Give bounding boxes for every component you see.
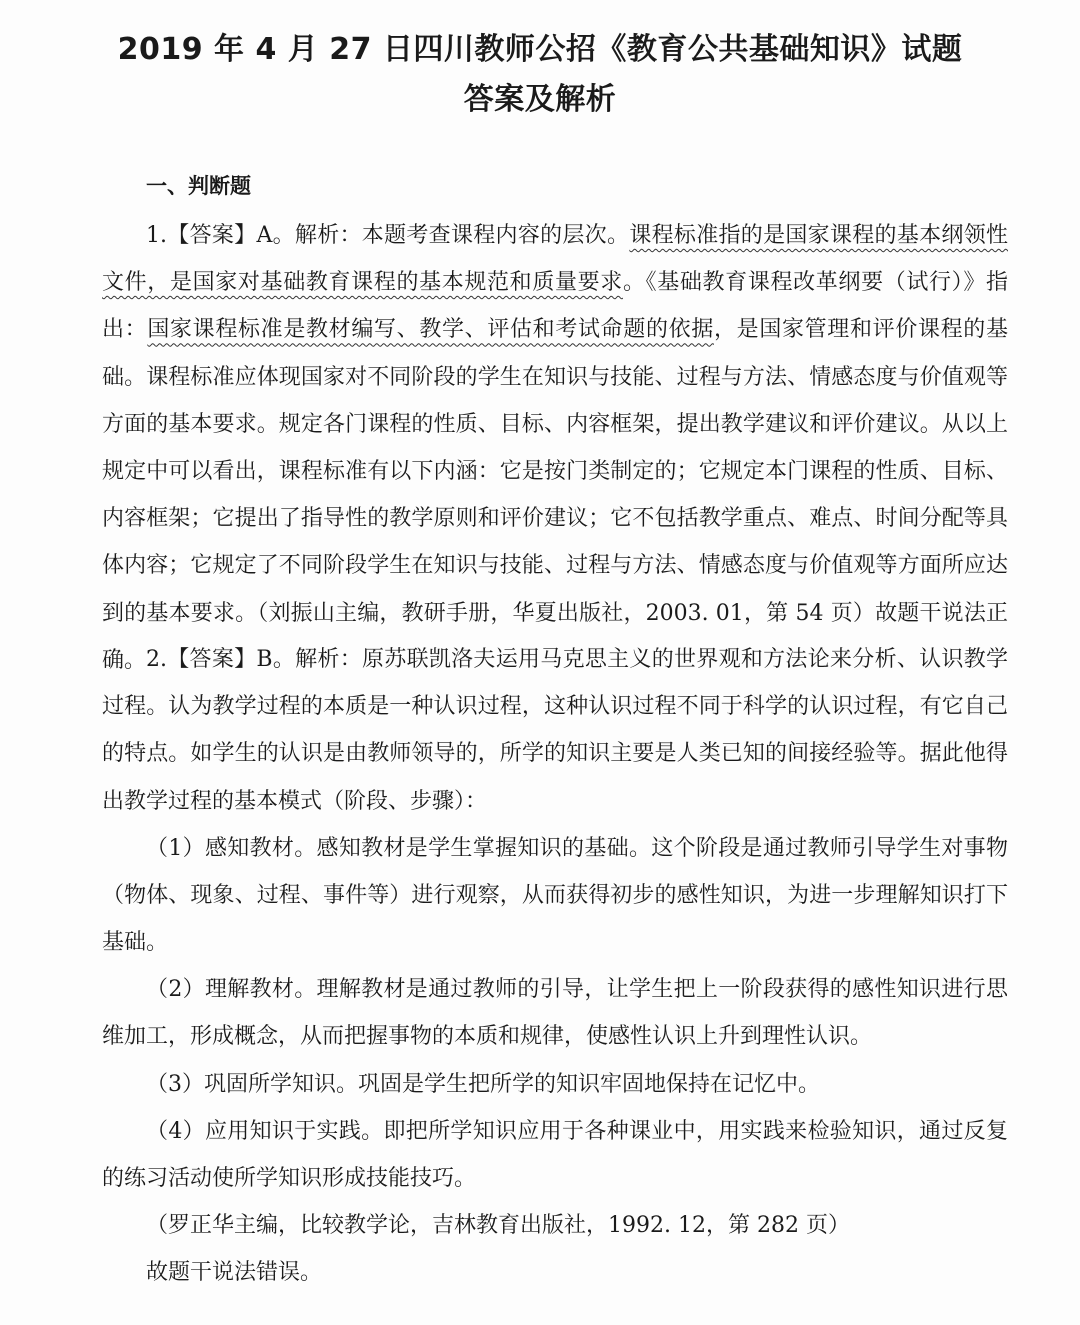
answer-2-step-1: （1）感知教材。感知教材是学生掌握知识的基础。这个阶段是通过教师引导学生对事物（物体、现象、过程、事件等）进行观察，从而获得初步的感性知识，为进一步理解知识打下基础。 bbox=[102, 836, 1008, 956]
answer-2-conclusion: 故题干说法错误。 bbox=[146, 1260, 323, 1285]
answer-1-lead: 1.【答案】A。解析：本题考查课程内容的层次。 bbox=[146, 223, 630, 248]
answer-2-step-3: （3）巩固所学知识。巩固是学生把所学的知识牢固地保持在记忆中。 bbox=[146, 1072, 820, 1097]
answer-2-step-4: （4）应用知识于实践。即把所学知识应用于各种课业中，用实践来检验知识，通过反复的练习活动使所学知识形成技能技巧。 bbox=[102, 1119, 1008, 1192]
answer-2-step-2: （2）理解教材。理解教材是通过教师的引导，让学生把上一阶段获得的感性知识进行思维加工，形成概念，从而把握事物的本质和规律，使感性认识上升到理性认识。 bbox=[102, 977, 1008, 1050]
answer-1-underlined-definition: 课程标准指的是国家课程的基本纲领性文件，是国家对基础教育课程的基本规范和质量要求 bbox=[102, 223, 1008, 296]
section-heading: 一、判断题 bbox=[146, 174, 251, 198]
answer-2-intro: 2.【答案】B。解析：原苏联凯洛夫运用马克思主义的世界观和方法论来分析、认识教学过程。认为教学过程的本质是一种认识过程，这种认识过程不同于科学的认识过程，有它自己的特点。如学生的认识是由教师领导的，所学的知识主要是人类已知的间接经验等。据此他得出教学过程的基本模式（阶段、步骤）： bbox=[102, 647, 1008, 814]
answer-2-citation: （罗正华主编，比较教学论，吉林教育出版社，1992. 12，第 282 页） bbox=[146, 1213, 850, 1238]
answer-1-paragraph bbox=[102, 212, 1008, 684]
answer-1-middle: 。《基础教育课程改革纲要（试行）》指出： bbox=[102, 270, 1008, 343]
document-title-line-1: 2019 年 4 月 27 日四川教师公招《教育公共基础知识》试题 bbox=[117, 32, 963, 67]
answer-1-rest: ，是国家管理和评价课程的基础。课程标准应体现国家对不同阶段的学生在知识与技能、过程与方法、情感态度与价值观等方面的基本要求。规定各门课程的性质、目标、内容框架，提出教学建议和评价建议。从以上规定中可以看出，课程标准有以下内涵：它是按门类制定的；它规定本门课程的性质、目标、内容框架；它提出了指导性的教学原则和评价建议；它不包括教学重点、难点、时间分配等具体内容；它规定了不同阶段学生在知识与技能、过程与方法、情感态度与价值观等方面所应达到的基本要求。（刘振山主编，教研手册，华夏出版社，2003. 01，第 54 页）故题干说法正确。 bbox=[102, 317, 1008, 673]
answer-1-underlined-basis: 国家课程标准是教材编写、教学、评估和考试命题的依据 bbox=[147, 317, 714, 343]
document-title-line-2: 答案及解析 bbox=[463, 82, 617, 117]
